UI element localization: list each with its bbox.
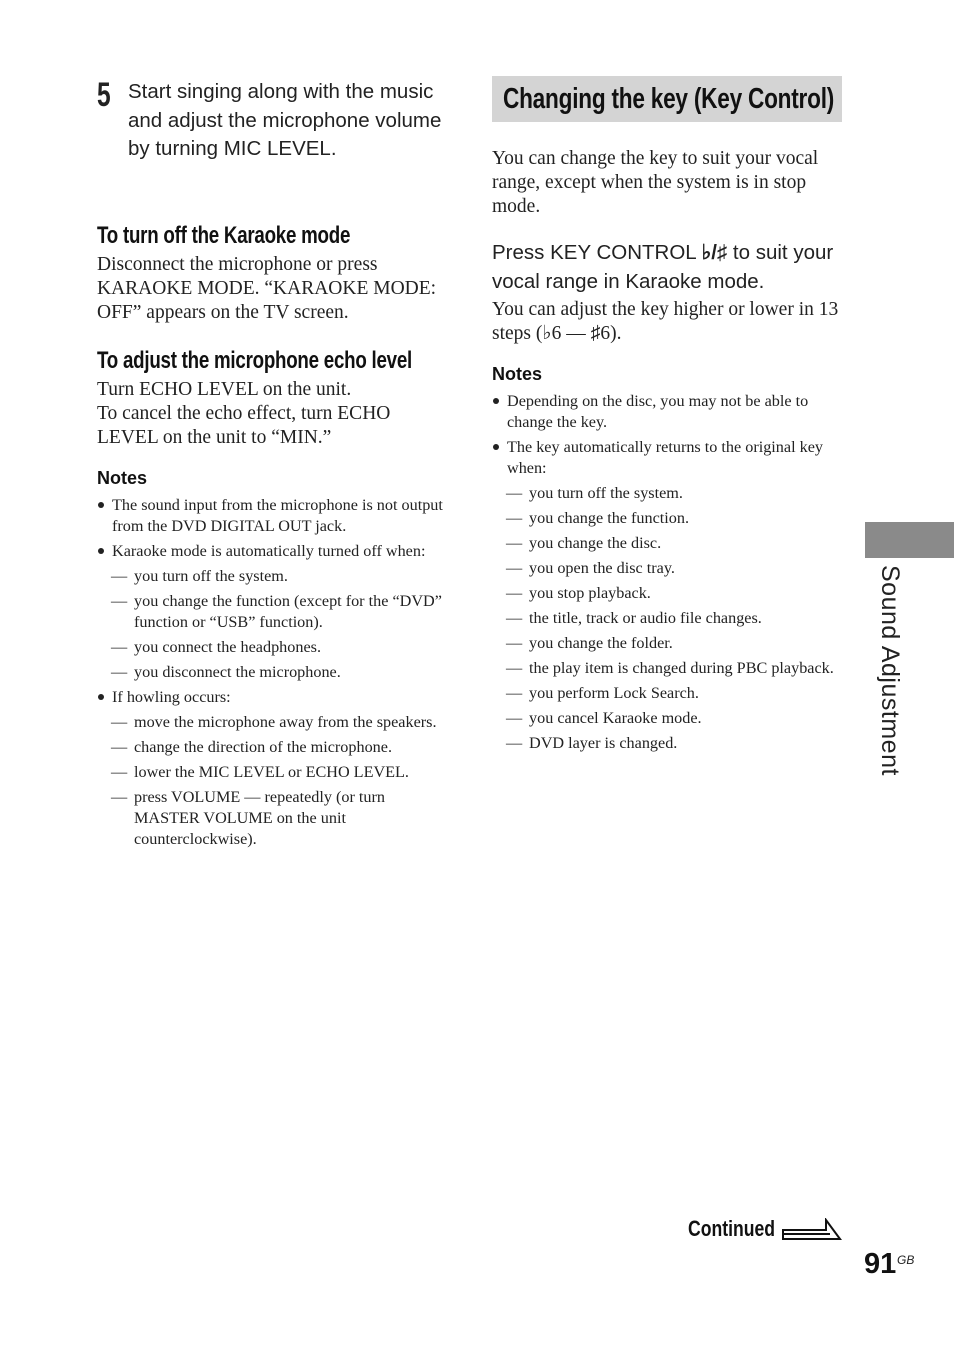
echo-heading: To adjust the microphone echo level [97, 347, 412, 374]
left-note-3-item: — lower the MIC LEVEL or ECHO LEVEL. [97, 762, 447, 783]
step-text: Start singing along with the music and adjust the microphone volume by turning MIC LEVEL. [128, 80, 442, 160]
right-note-2-item: — you cancel Karaoke mode. [492, 708, 842, 729]
right-note-2-item: — you change the folder. [492, 633, 842, 654]
section-tab-label [870, 565, 910, 795]
right-note-2-item: — the title, track or audio file changes. [492, 608, 842, 629]
left-note-3-item: — change the direction of the microphone. [97, 737, 447, 758]
echo-body-line-1: Turn ECHO LEVEL on the unit. [97, 379, 352, 400]
right-note-2-item: — you open the disc tray. [492, 558, 842, 579]
left-note-3-item: — move the microphone away from the speakers. [97, 712, 447, 733]
left-note-3-item: — press VOLUME — repeatedly (or turn MASTER VOLUME on the unit counterclockwise). [97, 787, 447, 850]
left-notes-list [97, 495, 447, 854]
key-range: ♭6 — ♯6 [542, 323, 611, 344]
left-notes-heading: Notes [97, 468, 148, 488]
section-title: Changing the key (Key Control) [503, 83, 835, 115]
key-control-intro: You can change the key to suit your vocal range, except when the system is in stop mode. [492, 148, 819, 217]
right-note-2: The key automatically returns to the original key when: [492, 437, 842, 479]
right-note-2-item: — you turn off the system. [492, 483, 842, 504]
step-5 [97, 78, 457, 164]
right-note-2-item: — the play item is changed during PBC playback. [492, 658, 842, 679]
continued-arrow-icon [782, 1218, 842, 1242]
key-control-detail-post: ). [610, 323, 622, 344]
right-note-1: Depending on the disc, you may not be able to change the key. [492, 391, 842, 433]
left-note-2-item: — you connect the headphones. [97, 637, 447, 658]
section-title-bar [492, 76, 842, 122]
key-control-detail-pre: You can adjust the key higher or lower in 13 steps ( [492, 299, 839, 344]
echo-body [97, 378, 452, 450]
continued-label: Continued [688, 1216, 776, 1241]
left-note-2-item: — you disconnect the microphone. [97, 662, 447, 683]
left-note-3: If howling occurs: [97, 687, 447, 708]
right-notes-heading: Notes [492, 364, 543, 384]
left-note-2-item: — you change the function (except for the “DVD” function or “USB” function). [97, 591, 447, 633]
left-note-2-item: — you turn off the system. [97, 566, 447, 587]
right-note-2-item: — you stop playback. [492, 583, 842, 604]
section-tab-text: Sound Adjustment [876, 565, 904, 776]
right-note-2-item: — you change the disc. [492, 533, 842, 554]
key-control-step-pre: Press KEY CONTROL [492, 241, 702, 264]
key-control-detail [492, 298, 844, 346]
karaoke-off-body: Disconnect the microphone or press KARAOKE MODE. “KARAOKE MODE: OFF” appears on the TV screen. [97, 254, 437, 323]
left-note-1: The sound input from the microphone is not output from the DVD DIGITAL OUT jack. [97, 495, 447, 537]
right-notes-list [492, 391, 842, 758]
key-control-step-post: to suit your vocal range in Karaoke mode. [492, 241, 834, 293]
flat-sharp-symbols: ♭/♯ [701, 241, 728, 264]
right-note-2-item: — DVD layer is changed. [492, 733, 842, 754]
page-region-suffix: GB [897, 1253, 915, 1267]
right-note-2-item: — you change the function. [492, 508, 842, 529]
left-note-2: Karaoke mode is automatically turned off when: [97, 541, 447, 562]
karaoke-off-heading: To turn off the Karaoke mode [97, 222, 351, 249]
step-number: 5 [97, 76, 111, 114]
page-number: 91 [864, 1248, 897, 1280]
right-note-2-item: — you perform Lock Search. [492, 683, 842, 704]
section-tab-marker [865, 522, 954, 558]
key-control-step [492, 238, 844, 296]
echo-body-line-2: To cancel the echo effect, turn ECHO LEVEL on the unit to “MIN.” [97, 403, 391, 448]
